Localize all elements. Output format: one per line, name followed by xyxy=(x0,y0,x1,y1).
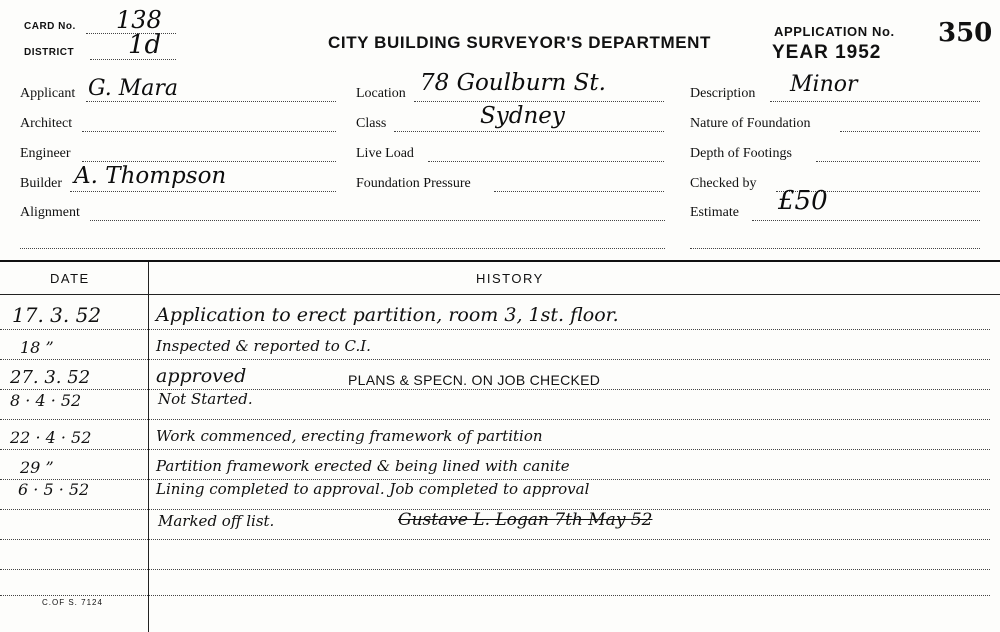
history-header: HISTORY xyxy=(476,271,544,286)
form-code: C.OF S. 7124 xyxy=(42,598,103,607)
date-column-divider xyxy=(148,262,149,632)
table-header-rule xyxy=(0,294,1000,295)
builder-line xyxy=(70,191,336,192)
row-rule xyxy=(0,449,990,450)
architect-line xyxy=(82,131,336,132)
row-history: Marked off list. xyxy=(158,512,275,530)
description-label: Description xyxy=(690,86,756,101)
row-history: Inspected & reported to C.I. xyxy=(156,337,371,355)
builder-label: Builder xyxy=(20,176,62,191)
estimate-value: £50 xyxy=(778,186,828,216)
nature-of-foundation-line xyxy=(840,131,980,132)
checked-by-label: Checked by xyxy=(690,176,757,191)
estimate-label: Estimate xyxy=(690,205,739,220)
row-rule xyxy=(0,359,990,360)
alignment-label: Alignment xyxy=(20,205,80,220)
engineer-line xyxy=(82,161,336,162)
architect-label: Architect xyxy=(20,116,73,131)
row-date: 8 · 4 · 52 xyxy=(10,391,82,410)
row-rule xyxy=(0,595,990,596)
row-date: 29 ” xyxy=(20,458,54,477)
date-header: DATE xyxy=(50,271,90,286)
district-label: DISTRICT xyxy=(24,47,75,58)
district-value: 1d xyxy=(128,30,162,60)
foundation-pressure-line xyxy=(494,191,664,192)
row-date: 17. 3. 52 xyxy=(12,303,102,327)
year-label: YEAR 1952 xyxy=(772,42,882,63)
row-date: 22 · 4 · 52 xyxy=(10,428,92,447)
depth-of-footings-line xyxy=(816,161,980,162)
applicant-line xyxy=(86,101,336,102)
inspection-stamp: PLANS & SPECN. ON JOB CHECKED xyxy=(348,372,601,388)
row-history: Partition framework erected & being lined with canite xyxy=(156,457,570,475)
estimate-line xyxy=(752,220,980,221)
row-rule xyxy=(0,539,990,540)
blank-line-right xyxy=(690,248,980,249)
location-value-1: 78 Goulburn St. xyxy=(420,70,606,96)
class-label: Class xyxy=(356,116,387,131)
depth-of-footings-label: Depth of Footings xyxy=(690,146,792,161)
row-date: 18 ” xyxy=(20,338,54,357)
row-rule xyxy=(0,389,990,390)
row-history: Work commenced, erecting framework of partition xyxy=(156,427,543,445)
row-history: Application to erect partition, room 3, 1st. floor. xyxy=(156,304,619,326)
description-line xyxy=(770,101,980,102)
applicant-value: G. Mara xyxy=(88,76,179,101)
inspector-signature: Gustave L. Logan 7th May 52 xyxy=(398,510,653,530)
builder-value: A. Thompson xyxy=(74,163,227,189)
application-no-label: APPLICATION No. xyxy=(774,24,895,39)
applicant-label: Applicant xyxy=(20,86,76,101)
location-label: Location xyxy=(356,86,406,101)
nature-of-foundation-label: Nature of Foundation xyxy=(690,116,811,131)
description-value: Minor xyxy=(790,72,858,97)
engineer-label: Engineer xyxy=(20,146,71,161)
location-line xyxy=(414,101,664,102)
row-history: approved xyxy=(156,365,247,387)
row-date: 6 · 5 · 52 xyxy=(18,480,90,499)
live-load-label: Live Load xyxy=(356,146,414,161)
alignment-line xyxy=(90,220,665,221)
application-no-value: 350 xyxy=(938,18,993,48)
row-history: Lining completed to approval. Job completed to approval xyxy=(156,480,590,498)
location-value-2: Sydney xyxy=(480,103,565,129)
row-history: Not Started. xyxy=(158,390,253,408)
foundation-pressure-label: Foundation Pressure xyxy=(356,176,471,191)
blank-line xyxy=(20,248,665,249)
row-rule xyxy=(0,419,990,420)
department-title: CITY BUILDING SURVEYOR'S DEPARTMENT xyxy=(328,33,712,52)
table-top-rule xyxy=(0,260,1000,262)
row-rule xyxy=(0,329,990,330)
card-no-value: 138 xyxy=(116,6,162,34)
row-rule xyxy=(0,569,990,570)
row-date: 27. 3. 52 xyxy=(10,367,91,388)
card-no-label: CARD No. xyxy=(24,21,76,32)
class-line xyxy=(394,131,664,132)
live-load-line xyxy=(428,161,664,162)
